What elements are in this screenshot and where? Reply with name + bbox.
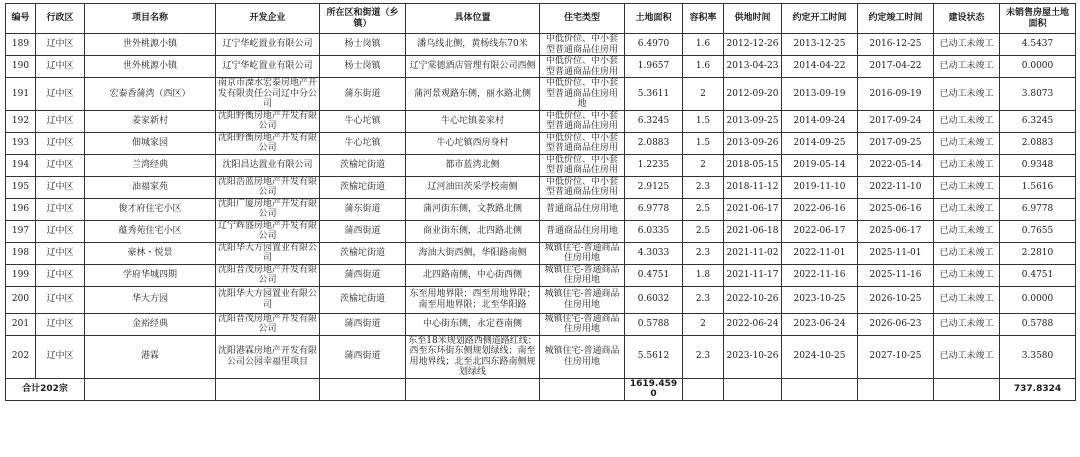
cell-street: 蒲西街道 (320, 313, 406, 335)
cell-location: 商业街东侧，北四路北侧 (406, 220, 540, 242)
cell-housing-type: 中低价位、中小套型普通商品住房用地 (540, 78, 625, 111)
cell-land-area: 6.3245 (625, 110, 683, 132)
cell-supply-date: 2021-11-02 (724, 242, 782, 264)
cell-status: 已动工未竣工 (934, 220, 1000, 242)
cell-unsold-area: 2.2810 (1000, 242, 1076, 264)
cell-district: 辽中区 (36, 335, 85, 378)
cell-housing-type: 中低价位、中小套型普通商品住房用 (540, 132, 625, 154)
cell-status: 已动工未竣工 (934, 242, 1000, 264)
cell-developer: 沈阳港霖房地产开发有限公司公园幸福里项目 (216, 335, 320, 378)
cell-district: 辽中区 (36, 313, 85, 335)
cell-unsold-area: 0.4751 (1000, 264, 1076, 286)
cell-unsold-area: 0.7655 (1000, 220, 1076, 242)
table-row (6, 78, 1076, 111)
header-row (6, 4, 1076, 34)
cell-completion-date: 2025-06-16 (858, 198, 934, 220)
cell-supply-date: 2022-10-26 (724, 286, 782, 313)
cell-plot-ratio: 2.3 (683, 176, 724, 198)
header-col-status: 建设状态 (934, 4, 1000, 34)
cell-location: 海油大街西侧，华阳路南侧 (406, 242, 540, 264)
header-col-location: 具体位置 (406, 4, 540, 34)
cell-status: 已动工未竣工 (934, 313, 1000, 335)
header-col-number: 编号 (6, 4, 36, 34)
table-row (6, 34, 1076, 56)
cell-developer: 沈阳晋茂房地产开发有限公司 (216, 313, 320, 335)
header-col-housing-type: 住宅类型 (540, 4, 625, 34)
table-row (6, 176, 1076, 198)
cell-street: 茨榆坨街道 (320, 176, 406, 198)
cell-plot-ratio: 2.5 (683, 198, 724, 220)
cell-start-date: 2022-11-01 (782, 242, 858, 264)
total-empty-cell (216, 378, 320, 400)
total-row (6, 378, 1076, 400)
cell-supply-date: 2023-10-26 (724, 335, 782, 378)
cell-completion-date: 2027-10-25 (858, 335, 934, 378)
table-row (6, 264, 1076, 286)
table-row (6, 220, 1076, 242)
header-col-plot-ratio: 容积率 (683, 4, 724, 34)
cell-completion-date: 2025-11-01 (858, 242, 934, 264)
cell-plot-ratio: 1.5 (683, 110, 724, 132)
cell-completion-date: 2026-10-25 (858, 286, 934, 313)
cell-developer: 辽宁辉盛房地产开发有限公司 (216, 220, 320, 242)
cell-housing-type: 中低价位、中小套型普通商品住房用 (540, 34, 625, 56)
cell-street: 茨榆坨街道 (320, 242, 406, 264)
cell-number: 200 (6, 286, 36, 313)
cell-district: 辽中区 (36, 242, 85, 264)
cell-start-date: 2022-11-16 (782, 264, 858, 286)
cell-housing-type: 城镇住宅-普通商品住房用地 (540, 264, 625, 286)
cell-location: 东至用地界限；西至用地界限；南至用地界限；北至华阳路 (406, 286, 540, 313)
cell-project-name: 世外桃源小镇 (85, 34, 216, 56)
cell-completion-date: 2026-06-23 (858, 313, 934, 335)
header-col-project-name: 项目名称 (85, 4, 216, 34)
table-row (6, 242, 1076, 264)
cell-completion-date: 2025-11-16 (858, 264, 934, 286)
cell-street: 茨榆坨街道 (320, 154, 406, 176)
cell-unsold-area: 0.0000 (1000, 286, 1076, 313)
total-unsold-area: 737.8324 (1000, 378, 1076, 400)
cell-land-area: 2.9125 (625, 176, 683, 198)
cell-project-name: 兰湾经典 (85, 154, 216, 176)
cell-district: 辽中区 (36, 286, 85, 313)
cell-housing-type: 中低价位、中小套型普通商品住房用 (540, 110, 625, 132)
cell-housing-type: 城镇住宅-普通商品住房用地 (540, 242, 625, 264)
header-col-developer: 开发企业 (216, 4, 320, 34)
cell-start-date: 2014-09-24 (782, 110, 858, 132)
cell-location: 蒲河景观路东侧，丽水路北侧 (406, 78, 540, 111)
header-col-street: 所在区和街道（乡镇） (320, 4, 406, 34)
cell-plot-ratio: 2 (683, 154, 724, 176)
cell-project-name: 宏泰香蒲湾（西区） (85, 78, 216, 111)
cell-status: 已动工未竣工 (934, 198, 1000, 220)
land-supply-table (5, 3, 1076, 401)
cell-unsold-area: 3.8073 (1000, 78, 1076, 111)
cell-land-area: 5.5612 (625, 335, 683, 378)
cell-plot-ratio: 1.5 (683, 132, 724, 154)
table-row (6, 132, 1076, 154)
header-col-unsold-area: 未销售房屋土地面积 (1000, 4, 1076, 34)
cell-district: 辽中区 (36, 78, 85, 111)
cell-housing-type: 城镇住宅-普通商品住房用地 (540, 286, 625, 313)
cell-district: 辽中区 (36, 110, 85, 132)
cell-land-area: 1.9657 (625, 56, 683, 78)
cell-street: 蒲东街道 (320, 78, 406, 111)
cell-district: 辽中区 (36, 198, 85, 220)
cell-district: 辽中区 (36, 220, 85, 242)
cell-district: 辽中区 (36, 132, 85, 154)
cell-unsold-area: 1.5616 (1000, 176, 1076, 198)
cell-housing-type: 普通商品住房用地 (540, 198, 625, 220)
cell-plot-ratio: 2.3 (683, 335, 724, 378)
cell-unsold-area: 0.5788 (1000, 313, 1076, 335)
cell-housing-type: 城镇住宅-普通商品住房用地 (540, 313, 625, 335)
cell-land-area: 6.0335 (625, 220, 683, 242)
cell-number: 190 (6, 56, 36, 78)
cell-developer: 沈阳华大方园置业有限公司 (216, 242, 320, 264)
cell-location: 辽宁棠德酒店管理有限公司西侧 (406, 56, 540, 78)
table-row (6, 198, 1076, 220)
cell-start-date: 2024-10-25 (782, 335, 858, 378)
header-col-district: 行政区 (36, 4, 85, 34)
cell-plot-ratio: 1.6 (683, 56, 724, 78)
header-col-supply-date: 供地时间 (724, 4, 782, 34)
cell-land-area: 0.4751 (625, 264, 683, 286)
cell-start-date: 2019-11-10 (782, 176, 858, 198)
cell-location: 牛心坨镇姜家村 (406, 110, 540, 132)
cell-street: 牛心坨镇 (320, 132, 406, 154)
total-label: 合计202宗 (6, 378, 85, 400)
cell-start-date: 2013-09-19 (782, 78, 858, 111)
cell-status: 已动工未竣工 (934, 264, 1000, 286)
cell-location: 北四路南侧，中心街西侧 (406, 264, 540, 286)
cell-supply-date: 2021-06-17 (724, 198, 782, 220)
cell-completion-date: 2022-11-10 (858, 176, 934, 198)
cell-street: 蒲西街道 (320, 220, 406, 242)
cell-number: 199 (6, 264, 36, 286)
cell-number: 198 (6, 242, 36, 264)
cell-number: 196 (6, 198, 36, 220)
cell-plot-ratio: 1.6 (683, 34, 724, 56)
cell-status: 已动工未竣工 (934, 132, 1000, 154)
cell-start-date: 2013-12-25 (782, 34, 858, 56)
cell-start-date: 2014-09-25 (782, 132, 858, 154)
table-row (6, 56, 1076, 78)
cell-project-name: 学府华城四期 (85, 264, 216, 286)
cell-number: 191 (6, 78, 36, 111)
cell-district: 辽中区 (36, 264, 85, 286)
total-empty-cell (406, 378, 540, 400)
cell-completion-date: 2025-06-17 (858, 220, 934, 242)
cell-developer: 沈阳野衡房地产开发有限公司 (216, 132, 320, 154)
cell-number: 189 (6, 34, 36, 56)
table-row (6, 335, 1076, 378)
cell-plot-ratio: 1.8 (683, 264, 724, 286)
cell-status: 已动工未竣工 (934, 176, 1000, 198)
cell-number: 202 (6, 335, 36, 378)
cell-district: 辽中区 (36, 176, 85, 198)
cell-developer: 沈阳晋茂房地产开发有限公司 (216, 264, 320, 286)
cell-number: 192 (6, 110, 36, 132)
cell-street: 杨士岗镇 (320, 56, 406, 78)
cell-housing-type: 中低价位、中小套型普通商品住房用 (540, 154, 625, 176)
table-row (6, 313, 1076, 335)
total-land-area: 1619.4590 (625, 378, 683, 400)
table-row (6, 286, 1076, 313)
cell-supply-date: 2018-05-15 (724, 154, 782, 176)
cell-location: 都市蓝湾北侧 (406, 154, 540, 176)
cell-location: 中心街东侧，永定巷南侧 (406, 313, 540, 335)
cell-land-area: 0.6032 (625, 286, 683, 313)
cell-supply-date: 2012-09-20 (724, 78, 782, 111)
cell-project-name: 港霖 (85, 335, 216, 378)
cell-street: 杨士岗镇 (320, 34, 406, 56)
cell-land-area: 6.9778 (625, 198, 683, 220)
cell-housing-type: 中低价位、中小套型普通商品住房用 (540, 56, 625, 78)
cell-supply-date: 2013-09-25 (724, 110, 782, 132)
cell-developer: 辽宁华屹置业有限公司 (216, 34, 320, 56)
cell-plot-ratio: 2.3 (683, 242, 724, 264)
cell-status: 已动工未竣工 (934, 335, 1000, 378)
cell-project-name: 俊才府住宅小区 (85, 198, 216, 220)
cell-completion-date: 2016-12-25 (858, 34, 934, 56)
header-col-land-area: 土地面积 (625, 4, 683, 34)
cell-supply-date: 2021-06-18 (724, 220, 782, 242)
cell-land-area: 4.3033 (625, 242, 683, 264)
cell-housing-type: 城镇住宅-普通商品住房用地 (540, 335, 625, 378)
cell-status: 已动工未竣工 (934, 34, 1000, 56)
cell-start-date: 2023-10-25 (782, 286, 858, 313)
cell-plot-ratio: 2.5 (683, 220, 724, 242)
cell-location: 潘乌线北侧，黄杨线东70米 (406, 34, 540, 56)
cell-unsold-area: 4.5437 (1000, 34, 1076, 56)
cell-housing-type: 中低价位、中小套型普通商品住房用 (540, 176, 625, 198)
cell-status: 已动工未竣工 (934, 286, 1000, 313)
cell-unsold-area: 6.9778 (1000, 198, 1076, 220)
cell-status: 已动工未竣工 (934, 56, 1000, 78)
total-empty-cell (320, 378, 406, 400)
cell-start-date: 2014-04-22 (782, 56, 858, 78)
cell-project-name: 华大方园 (85, 286, 216, 313)
cell-project-name: 金裕经典 (85, 313, 216, 335)
cell-street: 蒲东街道 (320, 198, 406, 220)
table-row (6, 154, 1076, 176)
total-empty-cell (724, 378, 782, 400)
cell-developer: 沈阳野衡房地产开发有限公司 (216, 110, 320, 132)
cell-district: 辽中区 (36, 34, 85, 56)
cell-housing-type: 普通商品住房用地 (540, 220, 625, 242)
cell-unsold-area: 2.0883 (1000, 132, 1076, 154)
cell-land-area: 5.3611 (625, 78, 683, 111)
cell-start-date: 2019-05-14 (782, 154, 858, 176)
cell-street: 茨榆坨街道 (320, 286, 406, 313)
cell-start-date: 2022-06-16 (782, 198, 858, 220)
total-empty-cell (540, 378, 625, 400)
cell-unsold-area: 6.3245 (1000, 110, 1076, 132)
cell-developer: 沈阳华大方园置业有限公司 (216, 286, 320, 313)
cell-developer: 沈阳广厦房地产开发有限公司 (216, 198, 320, 220)
total-empty-cell (782, 378, 858, 400)
cell-land-area: 1.2235 (625, 154, 683, 176)
cell-location: 蒲河街东侧，文教路北侧 (406, 198, 540, 220)
cell-status: 已动工未竣工 (934, 110, 1000, 132)
cell-land-area: 2.0883 (625, 132, 683, 154)
total-empty-cell (858, 378, 934, 400)
cell-project-name: 油福家苑 (85, 176, 216, 198)
cell-number: 197 (6, 220, 36, 242)
cell-developer: 沈阳浩蓝房地产开发有限公司 (216, 176, 320, 198)
cell-district: 辽中区 (36, 56, 85, 78)
cell-number: 194 (6, 154, 36, 176)
total-empty-cell (934, 378, 1000, 400)
cell-plot-ratio: 2.3 (683, 286, 724, 313)
cell-unsold-area: 3.3580 (1000, 335, 1076, 378)
cell-street: 牛心坨镇 (320, 110, 406, 132)
cell-district: 辽中区 (36, 154, 85, 176)
header-col-completion-date: 约定竣工时间 (858, 4, 934, 34)
cell-land-area: 0.5788 (625, 313, 683, 335)
cell-supply-date: 2021-11-17 (724, 264, 782, 286)
table-row (6, 110, 1076, 132)
total-empty-cell (683, 378, 724, 400)
cell-developer: 南京市溧水宏泰房地产开发有限责任公司辽中分公司 (216, 78, 320, 111)
cell-completion-date: 2022-05-14 (858, 154, 934, 176)
cell-developer: 沈阳昌达置业有限公司 (216, 154, 320, 176)
cell-location: 牛心坨镇西房身村 (406, 132, 540, 154)
cell-land-area: 6.4970 (625, 34, 683, 56)
cell-project-name: 姜家新村 (85, 110, 216, 132)
cell-location: 辽河油田茨采学校南侧 (406, 176, 540, 198)
cell-status: 已动工未竣工 (934, 78, 1000, 111)
cell-completion-date: 2017-09-24 (858, 110, 934, 132)
cell-number: 195 (6, 176, 36, 198)
cell-completion-date: 2017-09-25 (858, 132, 934, 154)
cell-supply-date: 2018-11-12 (724, 176, 782, 198)
cell-project-name: 佃城家园 (85, 132, 216, 154)
cell-project-name: 蕴秀苑住宅小区 (85, 220, 216, 242)
cell-supply-date: 2022-06-24 (724, 313, 782, 335)
cell-number: 201 (6, 313, 36, 335)
cell-completion-date: 2017-04-22 (858, 56, 934, 78)
cell-project-name: 世外桃源小镇 (85, 56, 216, 78)
cell-street: 蒲西街道 (320, 264, 406, 286)
cell-developer: 辽宁华屹置业有限公司 (216, 56, 320, 78)
cell-supply-date: 2012-12-26 (724, 34, 782, 56)
cell-unsold-area: 0.9348 (1000, 154, 1076, 176)
total-empty-cell (85, 378, 216, 400)
cell-start-date: 2023-06-24 (782, 313, 858, 335)
cell-supply-date: 2013-04-23 (724, 56, 782, 78)
cell-plot-ratio: 2 (683, 313, 724, 335)
cell-number: 193 (6, 132, 36, 154)
cell-unsold-area: 0.0000 (1000, 56, 1076, 78)
cell-start-date: 2022-06-17 (782, 220, 858, 242)
cell-project-name: 豪林・悦景 (85, 242, 216, 264)
cell-location: 东至18米规划路西侧道路红线；西至东环街东侧规划绿线；南至用地界线；北至北四东路南侧规划绿线 (406, 335, 540, 378)
cell-status: 已动工未竣工 (934, 154, 1000, 176)
cell-street: 蒲西街道 (320, 335, 406, 378)
cell-supply-date: 2013-09-26 (724, 132, 782, 154)
cell-plot-ratio: 2 (683, 78, 724, 111)
cell-completion-date: 2016-09-19 (858, 78, 934, 111)
header-col-start-date: 约定开工时间 (782, 4, 858, 34)
